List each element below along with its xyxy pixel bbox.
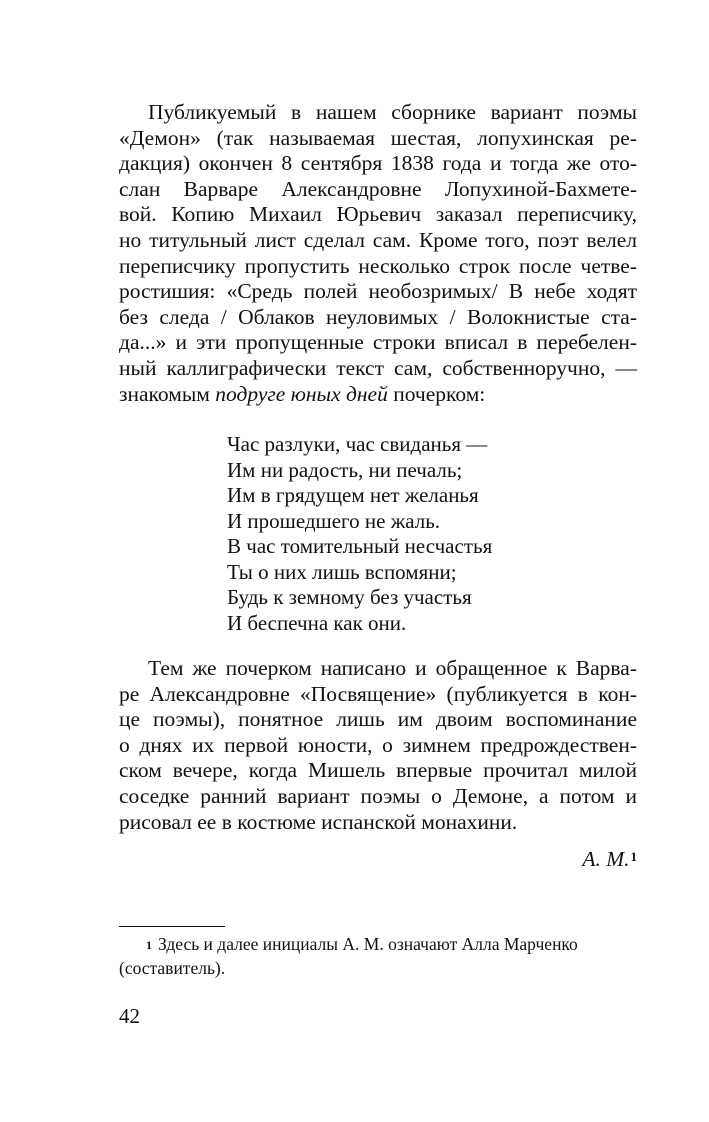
- poem-stanza: [227, 432, 587, 636]
- footnote-divider: [119, 926, 225, 927]
- poem-line: Час разлуки, час свиданья —: [227, 432, 488, 456]
- paragraph-line: Публикуемый в нашем сборнике вариант поэмы: [148, 100, 637, 124]
- poem-line: И прошедшего не жаль.: [227, 508, 441, 533]
- text-fragment: почерком:: [387, 381, 486, 406]
- main-paragraph: [119, 100, 637, 407]
- paragraph-line: це поэмы), понятное лишь им двоим воспоминание: [119, 707, 637, 732]
- poem-line: Будь к земному без участья: [227, 585, 472, 609]
- paragraph-line: слан Варваре Александровне Лопухиной-Бахмете-: [119, 176, 637, 201]
- paragraph-line: дакция) окончен 8 сентября 1838 года и тогда же ото-: [119, 151, 637, 176]
- poem-line: В час томительный несчастья: [227, 534, 493, 558]
- second-paragraph: [119, 656, 637, 835]
- text-fragment: знакомым: [119, 381, 216, 406]
- footnote-marker: 1: [146, 938, 152, 952]
- paragraph-last-line: [119, 382, 637, 408]
- paragraph-line: без следа / Облаков неуловимых / Волокнистые ста-: [119, 304, 637, 329]
- poem-line: Им ни радость, ни печаль;: [227, 457, 463, 482]
- paragraph-line: переписчику пропустить несколько строк после четве-: [119, 253, 637, 278]
- author-signature: [582, 846, 637, 872]
- paragraph-line: ный каллиграфически текст сам, собственноручно, —: [119, 355, 637, 380]
- poem-line: Им в грядущем нет желанья: [227, 483, 479, 507]
- paragraph-line: ре Александровне «Посвящение» (публикуется в кон-: [119, 681, 637, 706]
- paragraph-line: о днях их первой юности, о зимнем предрождествен-: [119, 732, 637, 757]
- footnote-reference[interactable]: 1: [630, 849, 637, 864]
- paragraph-line: соседке ранний вариант поэмы о Демоне, а потом и: [119, 783, 637, 808]
- poem-line: Ты о них лишь вспомяни;: [227, 559, 457, 584]
- footnote-text: Здесь и далее инициалы А. М. означают Алла Марченко: [158, 934, 578, 954]
- signature-initials: А. М.: [582, 847, 630, 871]
- paragraph-line: Тем же почерком написано и обращенное к Варва-: [148, 656, 637, 680]
- footnote: [119, 932, 637, 980]
- paragraph-last-line: рисовал ее в костюме испанской монахини.: [119, 809, 518, 834]
- paragraph-line: но титульный лист сделал сам. Кроме того, поэт велел: [119, 227, 637, 252]
- footnote-line: (составитель).: [119, 958, 226, 978]
- poem-line: И беспечна как они.: [227, 610, 407, 635]
- paragraph-line: «Демон» (так называемая шестая, лопухинская ре-: [119, 125, 637, 150]
- italic-quote: подруге юных дней: [215, 381, 388, 406]
- paragraph-line: вой. Копию Михаил Юрьевич заказал переписчику,: [119, 202, 637, 227]
- page-number: 42: [119, 1004, 140, 1028]
- paragraph-line: да...» и эти пропущенные строки вписал в перебелен-: [119, 330, 637, 355]
- paragraph-line: ростишия: «Средь полей необозримых/ В небе ходят: [119, 279, 637, 304]
- paragraph-line: ском вечере, когда Мишель впервые прочитал милой: [119, 758, 637, 783]
- footnote-line: [119, 932, 637, 956]
